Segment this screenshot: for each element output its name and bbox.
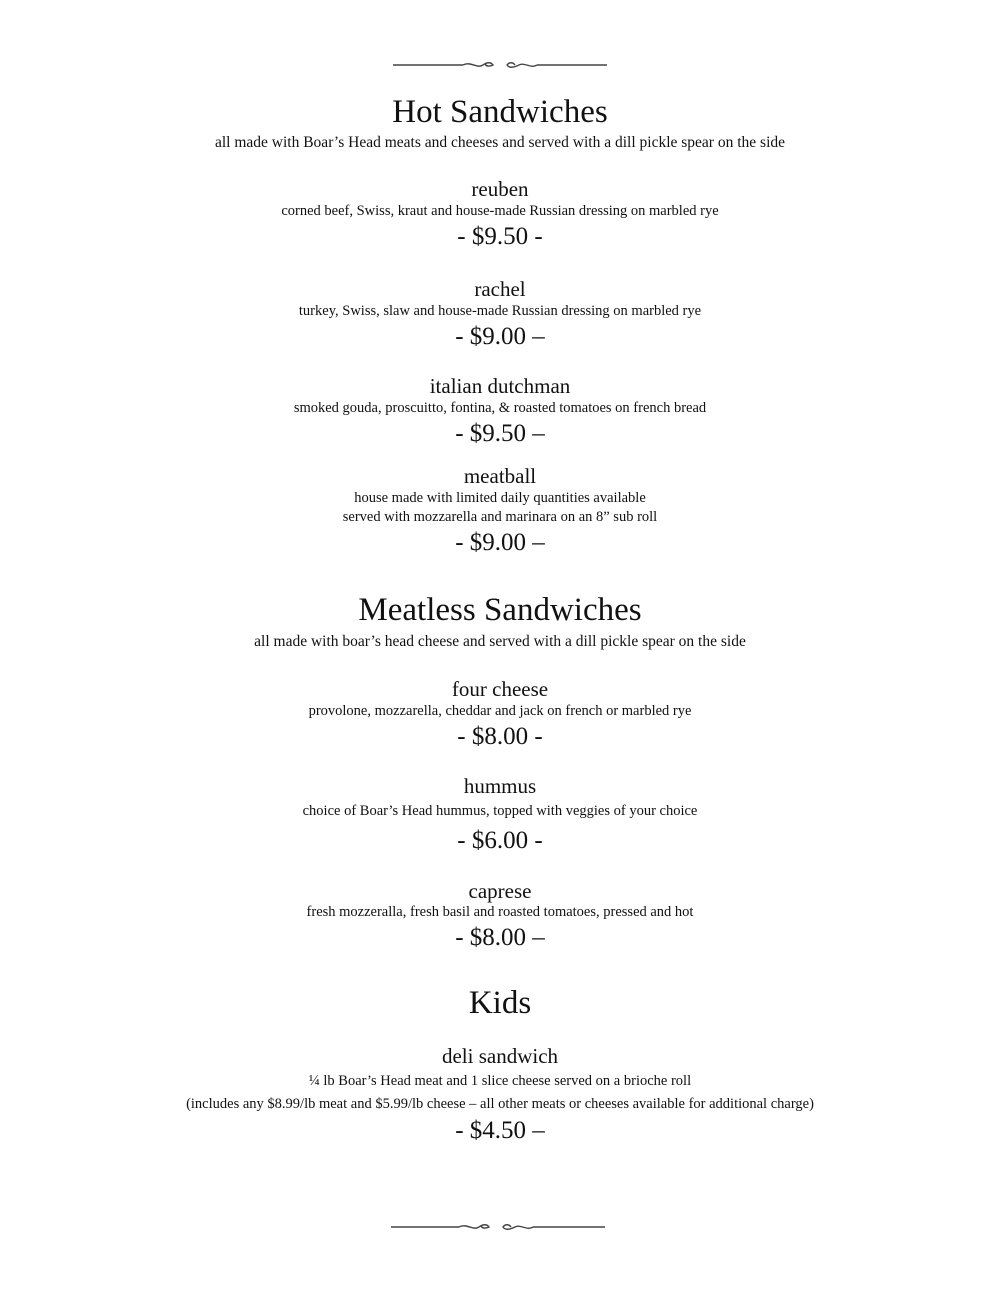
item-desc-meatball-line1: house made with limited daily quantities available: [354, 490, 646, 506]
item-name-italian-dutchman: italian dutchman: [429, 374, 571, 398]
flourish-divider-top-icon: [385, 57, 615, 73]
item-price-four-cheese: - $8.00 -: [457, 723, 543, 750]
item-price-italian-dutchman: - $9.50 –: [455, 420, 545, 447]
item-desc-meatball-line2: served with mozzarella and marinara on an 8” sub roll: [342, 509, 658, 525]
section-title-hot: Hot Sandwiches: [392, 94, 608, 130]
item-desc-deli-sandwich-line2: (includes any $8.99/lb meat and $5.99/lb cheese – all other meats or cheeses available for additional charge): [186, 1096, 814, 1112]
item-desc-caprese: fresh mozzeralla, fresh basil and roasted tomatoes, pressed and hot: [306, 904, 694, 920]
item-name-hummus: hummus: [463, 774, 537, 798]
item-price-hummus: - $6.00 -: [457, 827, 543, 854]
section-subtitle-hot: all made with Boar’s Head meats and cheeses and served with a dill pickle spear on the side: [214, 134, 786, 151]
item-price-reuben: - $9.50 -: [457, 223, 543, 250]
section-title-kids: Kids: [468, 985, 532, 1021]
item-price-rachel: - $9.00 –: [455, 323, 545, 350]
section-subtitle-meatless: all made with boar’s head cheese and served with a dill pickle spear on the side: [254, 633, 746, 650]
item-price-deli-sandwich: - $4.50 –: [455, 1117, 545, 1144]
item-name-deli-sandwich: deli sandwich: [441, 1044, 559, 1068]
item-desc-rachel: turkey, Swiss, slaw and house-made Russian dressing on marbled rye: [298, 303, 702, 319]
flourish-divider-bottom-icon: [385, 1219, 615, 1235]
item-desc-reuben: corned beef, Swiss, kraut and house-made Russian dressing on marbled rye: [281, 203, 719, 219]
item-desc-italian-dutchman: smoked gouda, proscuitto, fontina, & roasted tomatoes on french bread: [293, 400, 707, 416]
item-desc-deli-sandwich-line1: ¼ lb Boar’s Head meat and 1 slice cheese served on a brioche roll: [308, 1073, 692, 1089]
item-desc-hummus: choice of Boar’s Head hummus, topped with veggies of your choice: [302, 803, 698, 819]
item-price-meatball: - $9.00 –: [455, 529, 545, 556]
section-title-meatless: Meatless Sandwiches: [358, 592, 642, 628]
item-name-caprese: caprese: [468, 879, 532, 903]
item-desc-four-cheese: provolone, mozzarella, cheddar and jack on french or marbled rye: [308, 703, 692, 719]
item-name-rachel: rachel: [474, 277, 526, 301]
item-price-caprese: - $8.00 –: [455, 924, 545, 951]
item-name-meatball: meatball: [463, 464, 537, 488]
item-name-four-cheese: four cheese: [451, 677, 549, 701]
item-name-reuben: reuben: [471, 177, 529, 201]
